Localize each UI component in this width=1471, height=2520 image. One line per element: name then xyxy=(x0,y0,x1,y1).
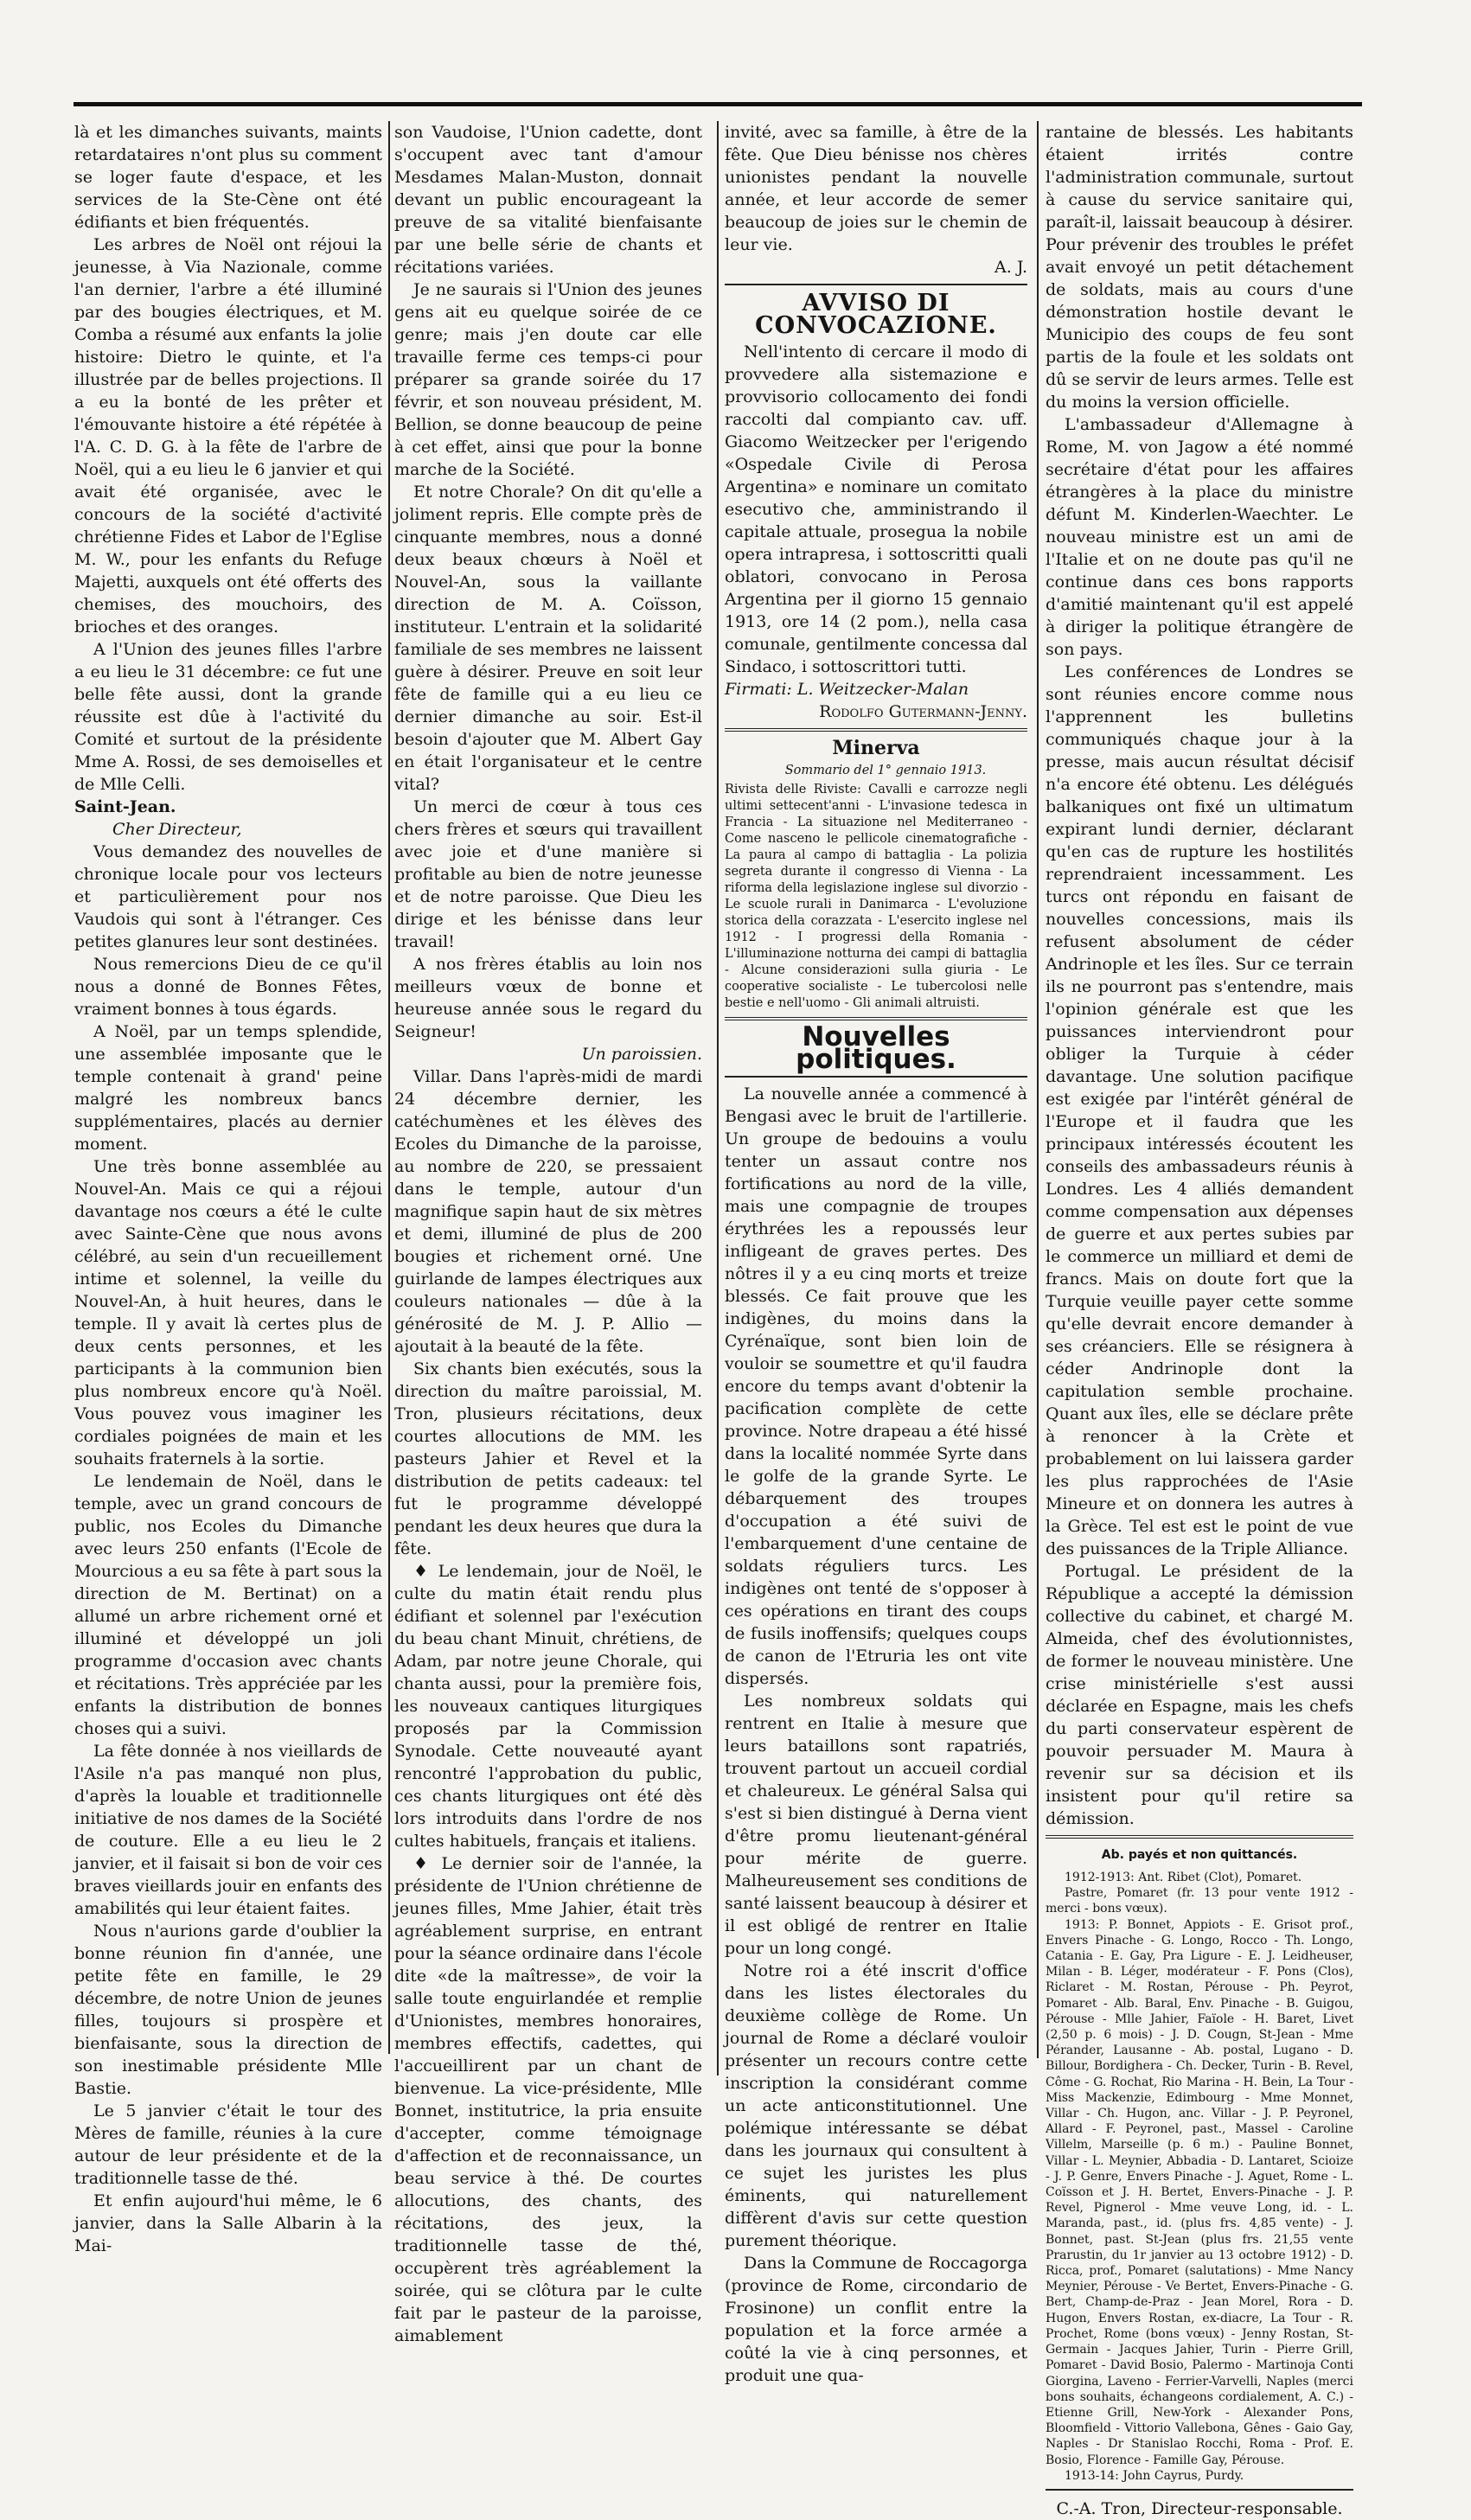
salutation: Cher Directeur, xyxy=(112,820,242,839)
paragraph: Un merci de cœur à tous ces chers frères et sœurs qui travaillent avec joie et d'une manière si profitable au bien de notre jeunesse et de notre paroisse. Que Dieu les dirige et les bénisse dans leur travail! xyxy=(394,797,702,951)
subscription-entry: 1912-1913: Ant. Ribet (Clot), Pomaret. xyxy=(1065,1871,1302,1884)
divider xyxy=(725,1017,1027,1020)
director-signature: C.-A. Tron, Directeur-responsable. xyxy=(1056,2498,1343,2518)
column-rule xyxy=(717,121,719,2075)
paragraph: Le 5 janvier c'était le tour des Mères de famille, réunies à la cure autour de leur présidente et de la traditionnelle tasse de thé. xyxy=(74,2101,382,2188)
top-rule xyxy=(74,102,1362,106)
paragraph: rantaine de blessés. Les habitants étaient irrités contre l'administration communale, surtout à cause du service sanitaire qui, paraît-il, laissait beaucoup à désirer. Pour prévenir des troubles le préfet avait envoyé un petit détachement de soldats, mais au cours d'une démonstration hostile devant le Municipio des coups de feu sont partis de la foule et les soldats ont dû se servir de leurs armes. Telle est du moins la version officielle. xyxy=(1046,123,1353,412)
paragraph: A l'Union des jeunes filles l'arbre a eu lieu le 31 décembre: ce fut une belle fête aussi, dont la grande réussite est dûe à l'activité du Comité et surtout de la présidente Mme A. Rossi, de ses demoiselles et de Mlle Celli. xyxy=(74,640,382,794)
minerva-subtitle: Sommario del 1° gennaio 1913. xyxy=(784,764,987,777)
divider xyxy=(1046,1835,1353,1839)
paragraph: Nell'intento di cercare il modo di provvedere alla sistemazione e provvisorio collocamento dei fondi raccolti dal compianto cav. uff. Giacomo Weitzecker per l'erigendo «Ospedale Civile di Perosa Argentina» e nominare un comitato esecutivo che, amministrando il capitale attuale, prosegua la nobile opera intrapresa, i sottoscritti quali oblatori, convocano in Perosa Argentina per il giorno 15 gennaio 1913, ore 14 (2 pom.), nella casa comunale, gentilmente concessa dal Sindaco, i sottoscrittori tutti. xyxy=(725,342,1027,676)
paragraph: Et enfin aujourd'hui même, le 6 janvier, dans la Salle Albarin à la Mai- xyxy=(74,2191,382,2255)
paragraph: Les arbres de Noël ont réjoui la jeunesse, à Via Nazionale, comme l'an dernier, l'arbre a été illuminé par des bougies électriques, et M. Comba a résumé aux enfants la jolie histoire: Dietro le quinte, et l'a illustrée par de belles projections. Il a eu la bonté de les prêter et l'émouvante histoire a été répétée à l'A. C. D. G. à la fête de l'arbre de Noël, qui a eu lieu le 6 janvier et qui avait été organisée, avec le concours de la société d'activité chrétienne Fides et Labor de l'Eglise M. W., pour les enfants du Refuge Majetti, auxquels ont été offerts des chemises, des mouchoirs, des brioches et des oranges. xyxy=(74,235,382,636)
column-rule xyxy=(1037,121,1039,2058)
paragraph: Les nombreux soldats qui rentrent en Italie à mesure que leurs bataillons sont rapatriés, trouvent partout un accueil cordial et chaleureux. Le général Salsa qui s'est si bien distingué à Derna vient d'être promu lieutenant-général pour mérite de guerre. Malheureusement ses conditions de santé laissent beaucoup à désirer et il est obligé de rentrer en Italie pour un long congé. xyxy=(725,1692,1027,1958)
paragraph: Dans la Commune de Roccagorga (province de Rome, circondario de Frosinone) un conflit entre la population et la force armée a coûté la vie à cinq personnes, et produit une qua- xyxy=(725,2254,1027,2385)
paragraph: L'ambassadeur d'Allemagne à Rome, M. von Jagow a été nommé secrétaire d'état pour les affaires étrangères à la place du ministre défunt M. Kinderlen-Waechter. Le nouveau ministre est un ami de l'Italie et on ne doute pas qu'il ne continue dans ces bons rapports d'amitié maintenant qu'il est appelé à diriger la politique étrangère de son pays. xyxy=(1046,415,1353,659)
column-2 xyxy=(394,121,702,2345)
signature: A. J. xyxy=(995,258,1027,277)
column-1 xyxy=(74,121,382,2255)
paragraph: Une très bonne assemblée au Nouvel-An. Mais ce qui a réjoui davantage nos cœurs a été le culte avec Sainte-Cène que nous avons célébré, au sein d'un recueillement intime et solennel, la veille du Nouvel-An, à huit heures, dans le temple. Il y avait là certes plus de deux cents personnes, et les participants à la communion bien plus nombreux encore qu'à Noël. Vous pouvez vous imaginer les cordiales poignées de main et les souhaits fraternels à la sortie. xyxy=(74,1157,382,1468)
signature: Un paroissien. xyxy=(581,1045,702,1064)
minerva-title: Minerva xyxy=(832,737,920,759)
section-heading: Saint-Jean. xyxy=(74,797,176,816)
paragraph: Nous n'aurions garde d'oublier la bonne réunion fin d'année, une petite fête en famille, le 29 décembre, de notre Union de jeunes filles, toujours si prospère et bienfaisante, sous la direction de son inestimable présidente Mlle Bastie. xyxy=(74,1922,382,2098)
paragraph: Six chants bien exécutés, sous la direction du maître paroissial, M. Tron, plusieurs récitations, deux courtes allocutions de MM. les pasteurs Jahier et Revel et la distribution de petits cadeaux: tel fut le programme développé pendant les deux heures que dura la fête. xyxy=(394,1359,702,1558)
paragraph: là et les dimanches suivants, maints retardataires n'ont plus su comment se loger faute d'espace, et les services de la Ste-Cène ont été édifiants et bien fréquentés. xyxy=(74,123,382,232)
paragraph: La fête donnée à nos vieillards de l'Asile n'a pas manqué non plus, d'après la louable et traditionnelle initiative de nos dames de la Société de couture. Elle a eu lieu le 2 janvier, et il faisait si bon de voir ces braves vieillards jouir en enfants des amabilités qui leur étaient faites. xyxy=(74,1742,382,1918)
paragraph: Vous demandez des nouvelles de chronique locale pour vos lecteurs et particulièrement pour nos Vaudois qui sont à l'étranger. Ces petites glanures leur sont destinées. xyxy=(74,842,382,951)
paragraph: son Vaudoise, l'Union cadette, dont s'occupent avec tant d'amour Mesdames Malan-Muston, donnait devant un public encourageant la preuve de sa vitalité bienfaisante par une belle série de chants et récitations variées. xyxy=(394,123,702,277)
paragraph: ♦ Le dernier soir de l'année, la présidente de l'Union chrétienne de jeunes filles, Mme Jahier, était très agréablement surprise, en entrant pour la séance ordinaire dans l'école dite «de la maîtresse», de voir la salle toute enguirlandée et remplie d'Unionistes, membres honoraires, membres effectifs, cadettes, qui l'accueillirent par un chant de bienvenue. La vice-présidente, Mlle Bonnet, institutrice, la pria ensuite d'accepter, comme témoignage d'affection et de reconnaissance, un beau service à thé. De courtes allocutions, des chants, des récitations, des jeux, la traditionnelle tasse de thé, occupèrent très agréablement la soirée, qui se clôtura par le culte fait par le pasteur de la paroisse, aimablement xyxy=(394,1854,702,2345)
paragraph: Portugal. Le président de la République a accepté la démission collective du cabinet, et chargé M. Almeida, chef des évolutionnistes, de former le nouveau ministère. Une crise ministérielle s'est aussi déclarée en Espagne, mais les chefs du parti conservateur espèrent de pouvoir persuader M. Maura à revenir sur sa décision et ils insistent pour qu'il retire sa démission. xyxy=(1046,1562,1353,1828)
column-4 xyxy=(1046,121,1353,2518)
subscriptions-title: Ab. payés et non quittancés. xyxy=(1101,1848,1298,1862)
paragraph: invité, avec sa famille, à être de la fête. Que Dieu bénisse nos chères unionistes pendant la nouvelle année, et leur accorde de semer beaucoup de joies sur le chemin de leur vie. xyxy=(725,123,1027,254)
paragraph: Notre roi a été inscrit d'office dans les listes électorales du deuxième collège de Rome. Un journal de Rome a déclaré vouloir présenter un recours contre cette inscription la considérant comme un acte anticonstitutionnel. Une polémique intéressante se débat dans les journaux qui consultent à ce sujet les juristes les plus éminents, qui naturellement diffèrent d'avis sur cette question purement théorique. xyxy=(725,1961,1027,2250)
subscription-entry: Pastre, Pomaret (fr. 13 pour vente 1912 - merci - bons vœux). xyxy=(1046,1886,1353,1916)
divider xyxy=(1046,2489,1353,2491)
paragraph: A Noël, par un temps splendide, une assemblée imposante que le temple contenait à grand' peine malgré les nombreux bancs supplémentaires, placés au dernier moment. xyxy=(74,1022,382,1154)
nouvelles-title: Nouvelles politiques. xyxy=(796,1021,956,1075)
divider xyxy=(725,284,1027,285)
subscription-entry: 1913-14: John Cayrus, Purdy. xyxy=(1065,2468,1244,2483)
paragraph: ♦ Le lendemain, jour de Noël, le culte du matin était rendu plus édifiant et solennel par l'exécution du beau chant Minuit, chrétiens, de Adam, par notre jeune Chorale, qui chanta aussi, pour la première fois, les nouveaux cantiques liturgiques proposés par la Commission Synodale. Cette nouveauté ayant rencontré l'approbation du public, ces chants liturgiques ont été dès lors introduits dans l'ordre de nos cultes habituels, français et italiens. xyxy=(394,1562,702,1851)
divider xyxy=(725,728,1027,732)
column-3 xyxy=(725,121,1027,2385)
paragraph: Le lendemain de Noël, dans le temple, avec un grand concours de public, nos Ecoles du Dimanche avec leurs 250 enfants (l'Ecole de Mourcious a eu sa fête à part sous la direction de M. Bertinat) on a allumé un arbre richement orné et illuminé et développé un joli programme d'occasion avec chants et récitations. Très appréciée par les enfants la distribution de bonnes choses qui a suivi. xyxy=(74,1472,382,1738)
paragraph: Nous remercions Dieu de ce qu'il nous a donné de Bonnes Fêtes, vraiment bonnes à tous égards. xyxy=(74,955,382,1019)
paragraph: Je ne saurais si l'Union des jeunes gens ait eu quelque soirée de ce genre; mais j'en doute car elle travaille ferme ces temps-ci pour préparer sa grande soirée du 17 févrir, et son nouveau président, M. Bellion, se donne beaucoup de peine à cet effet, ainsi que pour la bonne marche de la Société. xyxy=(394,280,702,479)
paragraph: Villar. Dans l'après-midi de mardi 24 décembre dernier, les catéchumènes et les élèves des Ecoles du Dimanche de la paroisse, au nombre de 220, se pressaient dans le temple, autour d'un magnifique sapin haut de six mètres et demi, illuminé de plus de 200 bougies et richement orné. Une guirlande de lampes électriques aux couleurs nationales — dûe à la générosité de M. J. P. Allio — ajoutait à la beauté de la fête. xyxy=(394,1067,702,1356)
column-rule xyxy=(388,121,390,2054)
paragraph: A nos frères établis au loin nos meilleurs vœux de bonne et heureuse année sous le regard du Seigneur! xyxy=(394,955,702,1041)
subscription-entry: 1913: P. Bonnet, Appiots - E. Grisot prof., Envers Pinache - G. Longo, Rocco - Th. Longo, Catania - E. Gay, Pra Ligure - E. J. Leidheuser, Milan - B. Léger, modérateur - F. Pons (Clos), Riclaret - M. Rostan, Pérouse - Ph. Peyrot, Pomaret - Alb. Baral, Env. Pinache - B. Guigou, Pérouse - Mlle Jahier, Faïole - H. Baret, Livet (2,50 p. 6 mois) - J. D. Cougn, St-Jean - Mme Pérander, Lausanne - Ab. postal, Lugano - D. Billour, Bordighera - Ch. Decker, Turin - B. Revel, Côme - G. Rochat, Rio Marina - H. Bein, La Tour - Miss Mackenzie, Edimbourg - Mme Monnet, Villar - Ch. Hugon, anc. Villar - J. P. Peyronel, Allard - F. Peyronel, past., Massel - Caroline Villelm, Marseille (p. 6 m.) - Pauline Bonnet, Villar - L. Meynier, Abbadia - D. Lantaret, Scioize - J. P. Genre, Envers Pinache - J. Aguet, Rome - L. Coïsson et J. H. Bertet, Envers-Pinache - J. P. Revel, Pignerol - Mme veuve Long, id. - L. Maranda, past., id. (plus frs. 4,85 vente) - J. Bonnet, past. St-Jean (plus frs. 21,55 vente Prarustin, du 1r janvier au 13 octobre 1912) - D. Ricca, prof., Pomaret (salutations) - Mme Nancy Meynier, Pérouse - Ve Bertet, Envers-Pinache - G. Bert, Champ-de-Praz - Jean Morel, Rora - D. Hugon, Envers Rostan, ex-diacre, La Tour - R. Prochet, Rome (bons vœux) - Jenny Rostan, St-Germain - Jacques Jahier, Turin - Pierre Grill, Pomaret - David Bosio, Palermo - Martinoja Conti Giorgina, Laveno - Ferrier-Varvelli, Naples (merci bons souhaits, échangeons cordialement, A. C.) - Etienne Grill, New-York - Alexander Pons, Bloomfield - Vittorio Vallebona, Gênes - Gaio Gay, Naples - Dr Stanislao Rocchi, Roma - Prof. E. Bosio, Florence - Famille Gay, Pérouse. xyxy=(1046,1917,1353,2467)
divider xyxy=(725,1076,1027,1078)
paragraph: Les conférences de Londres se sont réunies encore comme nous l'apprennent les bulletins communiqués chaque jour à la presse, mais aucun résultat décisif n'a encore été obtenu. Les délégués balkaniques ont fixé un ultimatum expirant lundi dernier, déclarant qu'en cas de rupture les hostilités reprendraient incessamment. Les turcs ont répondu en faisant de nouvelles concessions, mais ils refusent absolument de céder Andrinople et les îles. Sur ce terrain ils ne pourront pas s'entendre, mais l'opinion générale est que les puissances interviendront pour obliger la Turquie à céder davantage. Une solution pacifique est exigée par l'intérêt général de l'Europe et il faudra que les principaux intéressés écoutent les conseils des ambassadeurs réunis à Londres. Les 4 alliés demandent comme compensation aux dépenses de guerre et aux pertes subies par le commerce un milliard et demi de francs. Mais on doute fort que la Turquie veuille payer cette somme qu'elle devrait encore demander à ses créanciers. Elle se résignera à céder Andrinople dont la capitulation semble prochaine. Quant aux îles, elle se déclare prête à renoncer à la Crète et probablement on lui laissera garder les plus rapprochées de l'Asie Mineure et on donnera les autres à la Grèce. Tel est est le point de vue des puissances de la Triple Alliance. xyxy=(1046,662,1353,1558)
signature: Rodolfo Gutermann-Jenny. xyxy=(819,702,1027,721)
paragraph: Et notre Chorale? On dit qu'elle a joliment repris. Elle compte près de cinquante membres, nous a donné deux beaux chœurs à Noël et Nouvel-An, sous la vaillante direction de M. A. Coïsson, instituteur. L'entrain et la solidarité familiale de ses membres ne laissent guère à désirer. Preuve en soit leur fête de famille qui a eu lieu ce dernier dimanche au soir. Est-il besoin d'ajouter que M. Albert Gay en était l'organisateur et le centre vital? xyxy=(394,483,702,794)
minerva-summary: Rivista delle Riviste: Cavalli e carrozze negli ultimi settecent'anni - L'invasione tedesca in Francia - La situazione nel Mediterraneo - Come nasceno le pellicole cinematografiche - La paura al campo di battaglia - La polizia segreta durante il congresso di Vienna - La riforma della legislazione inglese sul divorzio - Le scuole rurali in Danimarca - L'evoluzione storica della corazzata - L'esercito inglese nel 1912 - I progressi della Romania - L'illuminazione notturna dei campi di battaglia - Alcune considerazioni sulla giuria - Le cooperative socialiste - Le tubercolosi nelle bestie e nell'uomo - Gli animali altruisti. xyxy=(725,783,1027,1010)
avviso-title: AVVISO DI CONVOCAZIONE. xyxy=(755,290,997,339)
paragraph: La nouvelle année a commencé à Bengasi avec le bruit de l'artillerie. Un groupe de bedouins a voulu tenter un assaut contre nos fortifications au nord de la ville, mais une compagnie de troupes érythrées les a repoussés leur infligeant de graves pertes. Des nôtres il y a eu cinq morts et treize blessés. Ce fait prouve que les indigènes, du moins dans la Cyrénaïque, sont bien loin de vouloir se soumettre et qu'il faudra encore du temps avant d'obtenir la pacification complète de cette province. Notre drapeau a été hissé dans la localité nommée Syrte dans le golfe de la grande Syrte. Le débarquement des troupes d'occupation a été suivi de l'embarquement d'une centaine de soldats réguliers turcs. Les indigènes ont tenté de s'opposer à ces opérations en tirant des coups de fusils inoffensifs; quelques coups de canon de l'Etruria les ont vite dispersés. xyxy=(725,1084,1027,1688)
signature: Firmati: L. Weitzecker-Malan xyxy=(725,680,969,699)
